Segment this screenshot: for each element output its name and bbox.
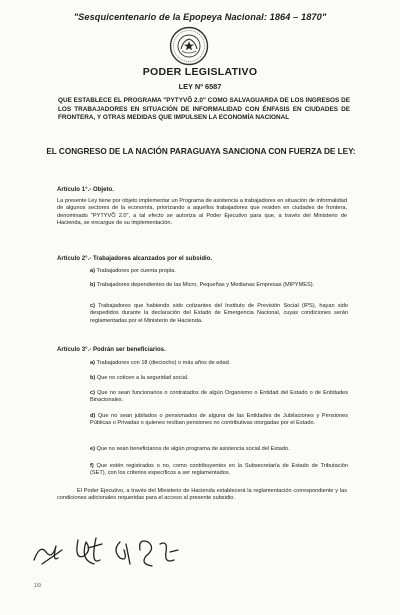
article-3-item-d <box>90 413 348 428</box>
item-label: a) <box>90 268 95 274</box>
article-2-item-c <box>90 303 348 325</box>
national-seal-icon <box>169 26 209 66</box>
item-text: Que estén registrados o no, como contribuyentes en la Subsecretaría de Estado de Tributación (SET), con los criterios específicos a ser reglamentados. <box>90 463 349 477</box>
item-text: Que no coticen a la seguridad social. <box>96 375 189 381</box>
item-text: Que no sean funcionarios o contratados de algún Organismo o Entidad del Estado o de Entidades Binacionales. <box>90 390 348 404</box>
article-3-heading: Artículo 3°.- Podrán ser beneficiarios. <box>57 346 166 353</box>
item-label: f) <box>90 463 94 469</box>
organization-title: PODER LEGISLATIVO <box>142 66 258 78</box>
congress-enactment-line: EL CONGRESO DE LA NACIÓN PARAGUAYA SANCIONA CON FUERZA DE LEY: <box>46 147 356 156</box>
article-3-item-e <box>90 446 348 453</box>
item-label: a) <box>90 360 95 366</box>
article-1-heading: Artículo 1°.- Objeto. <box>57 186 114 193</box>
item-label: e) <box>90 446 95 452</box>
item-label: d) <box>90 413 96 419</box>
article-2-item-a <box>90 268 348 275</box>
item-text: Trabajadores por cuenta propia. <box>96 268 176 274</box>
item-text: Que no sean beneficiarios de algún programa de asistencia social del Estado. <box>96 446 290 452</box>
article-2-heading: Artículo 2°.- Trabajadores alcanzados por el subsidio. <box>57 255 213 262</box>
article-1-text: La presente Ley tiene por objeto implementar un Programa de asistencia a trabajadores en situación de informalidad de algunos sectores de la economía, priorizando a aquellos trabajadores que residen en ciudades de frontera, denominado "PYTYVÕ 2.0", a tal efecto se autoriza al Poder Ejecutivo para que, a través del Ministerio de Hacienda, se encargue de su implementación. <box>57 198 347 227</box>
item-label: b) <box>90 282 96 288</box>
item-text: Trabajadores que habiendo sido cotizantes del Instituto de Previsión Social (IPS), hayan sido despedidos durante la declaración del Estado de Emergencia Nacional, cuyas condiciones serán reglamentadas por el Ministerio de Hacienda. <box>90 303 349 324</box>
article-3-item-c <box>90 390 348 405</box>
law-number: LEY Nº 6587 <box>178 82 222 91</box>
law-title: QUE ESTABLECE EL PROGRAMA "PYTYVÕ 2.0" COMO SALVAGUARDA DE LOS INGRESOS DE LOS TRABAJADORES EN SITUACIÓN DE INFORMALIDAD CON ÉNFASIS EN CIUDADES DE FRONTERA, Y OTRAS MEDIDAS QUE IMPULSEN LA ECONOMÍA NACIONAL <box>58 97 350 122</box>
item-label: b) <box>90 375 96 381</box>
article-3-item-f <box>90 463 348 478</box>
item-text: Trabajadores con 18 (dieciocho) o más años de edad. <box>96 360 231 366</box>
page-number: 1/9 <box>34 583 41 589</box>
item-label: c) <box>90 390 95 396</box>
item-label: c) <box>90 303 95 309</box>
article-3-item-b <box>90 375 348 382</box>
article-3-item-a <box>90 360 348 367</box>
motto-line: "Sesquicentenario de la Epopeya Nacional: 1864 – 1870" <box>73 12 327 22</box>
item-text: Que no sean jubilados o pensionados de alguna de las Entidades de Jubilaciones y Pensiones Públicas o Privadas o quienes reciban pensiones no contributivas otorgadas por el Estado. <box>90 413 349 427</box>
handwritten-signatures <box>28 530 198 570</box>
article-3-closing: El Poder Ejecutivo, a través del Ministerio de Hacienda establecerá la reglamentación correspondiente y las condiciones adicionales requeridas para el acceso al presente subsidio. <box>57 488 347 502</box>
item-text: Trabajadores dependientes de las Micro, Pequeñas y Medianas Empresas (MIPYMES). <box>96 282 315 288</box>
article-2-item-b <box>90 282 348 289</box>
